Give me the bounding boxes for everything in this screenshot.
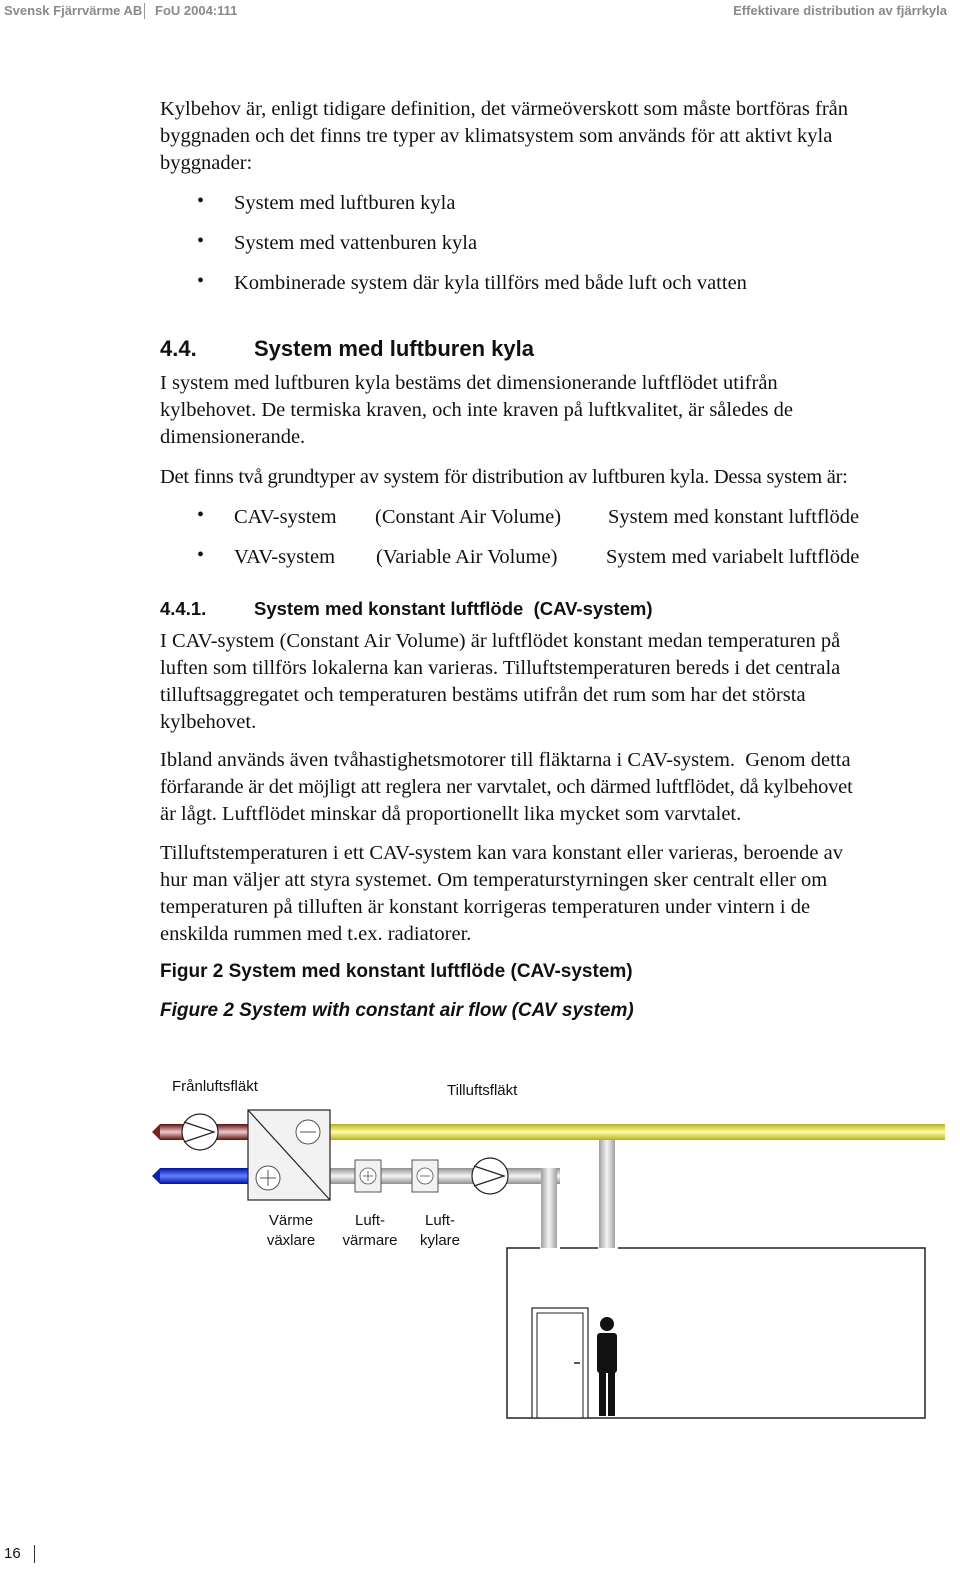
label-air-cooler-line-2: kylare: [419, 1232, 460, 1249]
label-heat-exchanger-line-1: Värme: [268, 1212, 314, 1229]
bullet-icon: •: [197, 190, 205, 212]
section-4-4-1-para1-line-4: kylbehovet.: [160, 711, 257, 733]
air-heater-icon: [355, 1160, 381, 1192]
door-icon: [532, 1308, 588, 1418]
section-4-4-1-para3-line-2: hur man väljer att styra systemet. Om temperaturstyrningen sker centralt eller om: [160, 869, 828, 891]
supply-duct: [330, 1124, 945, 1140]
intro-bullet-3: Kombinerade system där kyla tillförs med både luft och vatten: [234, 272, 747, 294]
section-4-4-1-para3-line-1: Tilluftstemperaturen i ett CAV-system kan vara konstant eller varieras, beroende av: [160, 842, 843, 864]
section-4-4-title: System med luftburen kyla: [254, 336, 534, 361]
label-exhaust-fan: Frånluftsfläkt: [172, 1078, 258, 1095]
section-4-4-para1-line-2: kylbehovet. De termiska kraven, och inte kraven på luftkvalitet, är således de: [160, 399, 793, 421]
section-4-4-para1-line-3: dimensionerande.: [160, 426, 306, 448]
heat-exchanger-icon: [248, 1110, 330, 1200]
section-4-4-para1-line-1: I system med luftburen kyla bestäms det dimensionerande luftflödet utifrån: [160, 372, 778, 394]
system-vav-desc: System med variabelt luftflöde: [606, 546, 860, 568]
figure-caption-sv: Figur 2 System med konstant luftflöde (CAV-system): [160, 961, 633, 982]
cav-system-diagram: [0, 1060, 960, 1440]
header-report-id: FoU 2004:111: [155, 3, 238, 18]
section-4-4-1-para1-line-1: I CAV-system (Constant Air Volume) är luftflödet konstant medan temperaturen på: [160, 630, 841, 652]
section-4-4-1-para2-line-1: Ibland används även tvåhastighetsmotorer till fläktarna i CAV-system. Genom detta: [160, 749, 851, 771]
bullet-icon: •: [197, 504, 205, 526]
section-4-4-1-para1-line-3: tilluftsaggregatet och temperaturen bestäms utifrån det rum som har det största: [160, 684, 806, 706]
air-cooler-icon: [412, 1160, 438, 1192]
system-cav-desc: System med konstant luftflöde: [608, 506, 860, 528]
supply-fan-icon: [472, 1158, 508, 1194]
section-4-4-1-number: 4.4.1.: [160, 598, 207, 619]
exhaust-fan-icon: [182, 1114, 218, 1150]
section-4-4-para2: Det finns två grundtyper av system för distribution av luftburen kyla. Dessa system är:: [160, 466, 848, 488]
section-4-4-1-para2-line-2: förfarande är det möjligt att reglera ner varvtalet, och därmed luftflödet, då kylbehovet: [160, 776, 853, 798]
label-air-heater-line-2: värmare: [342, 1232, 398, 1249]
system-vav-full: (Variable Air Volume): [376, 546, 558, 568]
intro-bullet-1: System med luftburen kyla: [234, 192, 456, 214]
system-vav-name: VAV-system: [234, 546, 336, 568]
bullet-icon: •: [197, 544, 205, 566]
header-company: Svensk Fjärrvärme AB: [4, 3, 143, 18]
page-number: 16: [4, 1545, 21, 1562]
label-air-heater: [336, 1211, 404, 1251]
footer-separator: [34, 1545, 35, 1563]
label-air-cooler: [410, 1211, 470, 1251]
section-4-4-number: 4.4.: [160, 336, 197, 361]
intake-duct: [152, 1168, 248, 1184]
header-doc-title: Effektivare distribution av fjärrkyla: [733, 3, 947, 18]
intro-line-2: byggnaden och det finns tre typer av klimatsystem som används för att aktivt kyla: [160, 125, 833, 147]
label-air-cooler-line-1: Luft-: [424, 1212, 455, 1229]
label-air-heater-line-1: Luft-: [354, 1212, 385, 1229]
header-separator: [144, 3, 145, 19]
bullet-icon: •: [197, 230, 205, 252]
intro-line-3: byggnader:: [160, 152, 253, 174]
section-4-4-1-para2-line-3: är lågt. Luftflödet minskar då proportionellt lika mycket som varvtalet.: [160, 803, 742, 825]
section-4-4-1-para1-line-2: luften som tillförs lokalerna kan varieras. Tilluftstemperaturen bereds i det centrala: [160, 657, 841, 679]
section-4-4-1-para3-line-4: enskilda rummen med t.ex. radiatorer.: [160, 923, 472, 945]
intro-line-1: Kylbehov är, enligt tidigare definition, det värmeöverskott som måste bortföras från: [160, 98, 849, 120]
label-heat-exchanger-line-2: växlare: [266, 1232, 316, 1249]
section-4-4-1-title: System med konstant luftflöde (CAV-system): [254, 598, 653, 619]
intro-bullet-2: System med vattenburen kyla: [234, 232, 478, 254]
bullet-icon: •: [197, 270, 205, 292]
label-supply-fan: Tilluftsfläkt: [447, 1082, 518, 1099]
section-4-4-1-para3-line-3: temperaturen på tilluften är konstant korrigeras temperaturen under vintern i de: [160, 896, 811, 918]
label-heat-exchanger: [258, 1211, 324, 1251]
system-cav-full: (Constant Air Volume): [375, 506, 562, 528]
system-cav-name: CAV-system: [234, 506, 337, 528]
figure-caption-en: Figure 2 System with constant air flow (CAV system): [160, 1000, 634, 1021]
